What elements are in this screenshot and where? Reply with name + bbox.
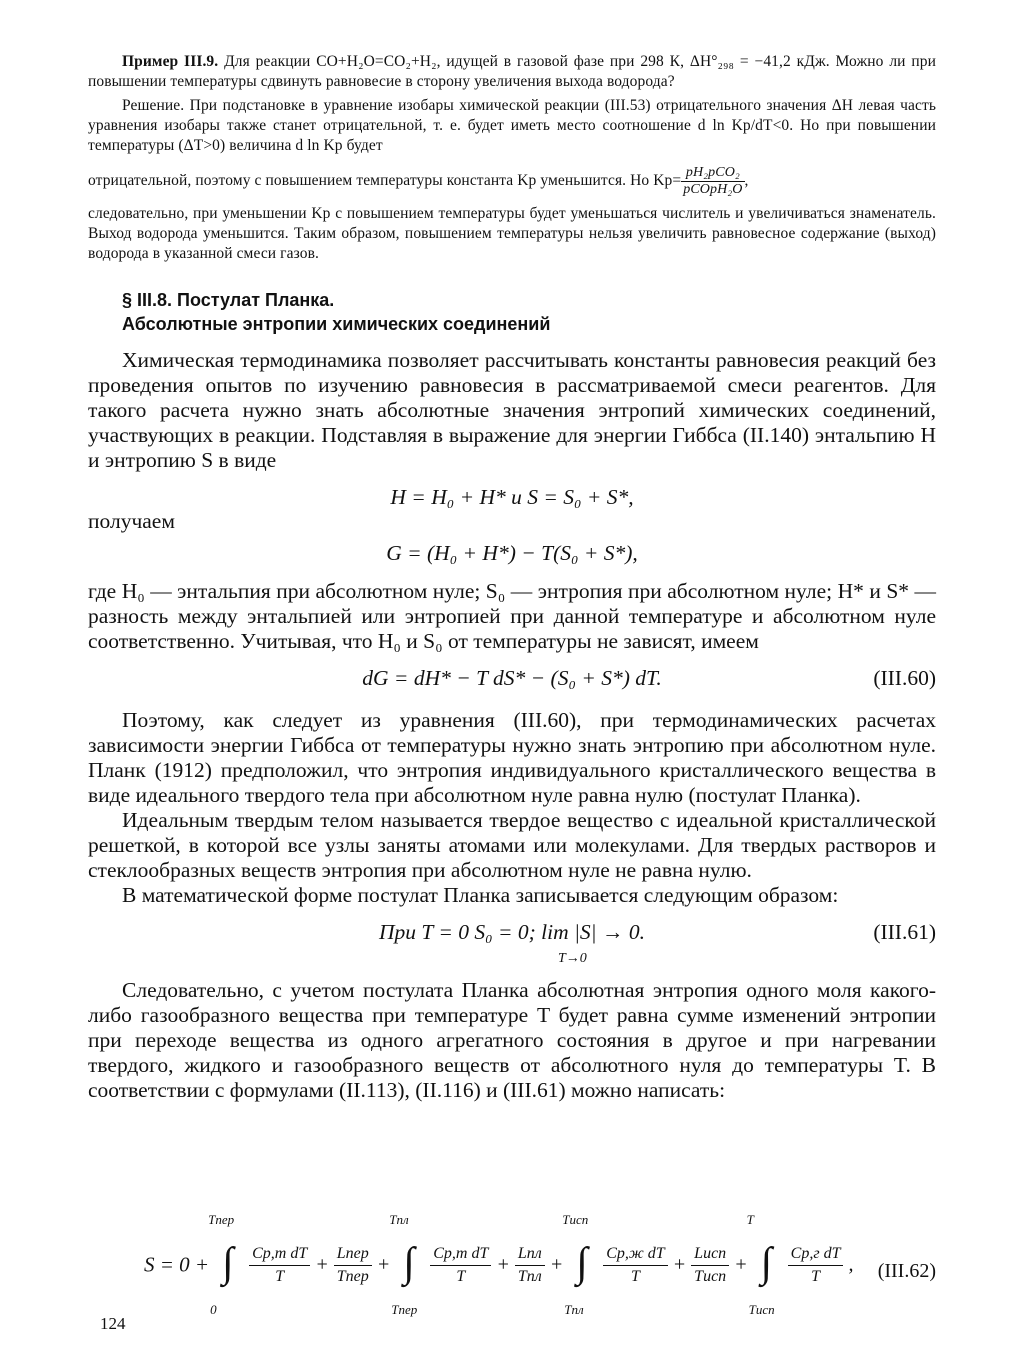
example-text: Для реакции CO+H₂O=CO₂+H₂, идущей в газовой фазе при 298 К, ΔH°₂₉₈ = −41,2 кДж. Можно ли при повышении температуры сдвинуть равновесие в сторону увеличения выхода водорода? — [88, 53, 936, 90]
integral-3-lower: Tпл — [564, 1302, 584, 1317]
term-4: Lпл Tпл — [515, 1243, 545, 1288]
solution-paragraph-1: Решение. При подстановке в уравнение изобары химической реакции (III.53) отрицательного значения ΔH левая часть уравнения изобары также станет отрицательной, т. е. будет иметь место соотношение d ln Kp/dT<0. Но при повышении температуры (ΔT>0) величина d ln Kp будет — [88, 97, 936, 154]
integral-1-upper: Tпер — [208, 1212, 235, 1227]
integral-3: ∫ Tисп Tпл — [562, 1212, 589, 1317]
term-6: Lисп Tисп — [691, 1243, 729, 1288]
equation-iii-61-limit: T→0 — [558, 951, 587, 966]
body-paragraph-5: В математической форме постулат Планка записывается следующим образом: — [122, 883, 839, 907]
term-7: Cp,г dT T — [788, 1243, 844, 1288]
integral-4: ∫ T Tисп — [746, 1212, 775, 1317]
term-1: Cp,т dT T — [249, 1243, 310, 1288]
integral-3-upper: Tисп — [562, 1212, 589, 1227]
integral-2-lower: Tпер — [391, 1302, 418, 1317]
integral-2-upper: Tпл — [389, 1212, 409, 1227]
eq62-lhs: S = 0 + — [144, 1252, 210, 1277]
integral-2: ∫ Tпл Tпер — [389, 1212, 418, 1317]
integral-4-upper: T — [746, 1212, 754, 1227]
example-title: Пример III.9. — [122, 53, 219, 70]
equation-iii-61 — [88, 920, 936, 966]
term-3: Cp,т dT T — [430, 1243, 491, 1288]
solution-paragraph-3: следовательно, при уменьшении Kp с повышением температуры будет уменьшаться числитель и увеличиваться знаменатель. Выход водорода уменьшится. Таким образом, повышением температуры нельзя увеличить равновесное содержание (выход) водорода в указанной смеси газов. — [88, 205, 936, 262]
equation-iii-60-body: dG = dH* − T dS* − (S₀ + S*) dT. — [362, 666, 662, 690]
integral-1: ∫ Tпер 0 — [208, 1212, 235, 1317]
page-number: 124 — [100, 1314, 126, 1333]
body-paragraph-6: Следовательно, с учетом постулата Планка абсолютная энтропия одного моля какого-либо газообразного вещества при температуре T будет равна сумме изменений энтропии при переходе вещества из одного агрегатного состояния в другое и при нагревании твердого, жидкого и газообразного веществ от абсолютного нуля до температуры T. В соответствии с формулами (II.113), (II.116) и (III.61) можно написать: — [88, 978, 936, 1102]
equation-iii-62-number: (III.62) — [877, 1260, 936, 1282]
section-title-line-1: § III.8. Постулат Планка. — [122, 290, 335, 310]
body-paragraph-2: где H₀ — энтальпия при абсолютном нуле; S₀ — энтропия при абсолютном нуле; H* и S* — разность между энтальпией или энтропией при данной температуре и абсолютном нуле соответственно. Учитывая, что H₀ и S₀ от температуры не зависят, имеем — [88, 579, 936, 653]
kp-numerator: pH₂pCO₂ — [681, 165, 744, 182]
equation-iii-61-body: При T = 0 S₀ = 0; lim |S| → 0. — [379, 920, 645, 944]
equation-g: G = (H₀ + H*) − T(S₀ + S*), — [386, 541, 638, 565]
example-block — [88, 52, 936, 264]
body-paragraph-3: Поэтому, как следует из уравнения (III.60), при термодинамических расчетах зависимости энергии Гиббса от температуры нужно знать энтропию при абсолютном нуле. Планк (1912) предположил, что энтропия индивидуального кристаллического вещества в виде идеального твердого тела при абсолютном нуле равна нулю (постулат Планка). — [88, 708, 936, 807]
solution-text-2: отрицательной, поэтому с повышением температуры константа Kp уменьшится. Но Kp= — [88, 172, 682, 189]
equation-h-s: H = H₀ + H* и S = S₀ + S*, — [390, 485, 634, 509]
poluchaem-label: получаем — [88, 509, 175, 533]
integral-4-lower: Tисп — [748, 1302, 775, 1317]
integral-1-lower: 0 — [210, 1302, 217, 1317]
equation-iii-62: S = 0 + ∫ Tпер 0 Cp,т dT T + Lпер Tпер + ∫ Tпл Tпер Cp,т dT T + Lпл Tпл + ∫ Tисп Tпл Cp,ж dT T + Lисп Tисп + ∫ T Tисп Cp,г dT T , (III.62) — [144, 1212, 936, 1317]
page-content — [88, 52, 936, 1317]
example-paragraph — [88, 52, 936, 92]
solution-comma: , — [744, 172, 749, 189]
kp-denominator: pCOpH₂O — [683, 181, 743, 197]
solution-paragraph-2 — [88, 160, 936, 202]
section-heading — [88, 288, 936, 336]
equation-iii-61-number: (III.61) — [873, 920, 936, 944]
equation-iii-60 — [88, 666, 936, 700]
term-5: Cp,ж dT T — [603, 1243, 667, 1288]
main-text — [88, 348, 936, 1103]
body-paragraph-4: Идеальным твердым телом называется твердое вещество с идеальной кристаллической решеткой, в которой все узлы заняты атомами или молекулами. Для твердых растворов и стеклообразных веществ энтропия при абсолютном нуле не равна нулю. — [88, 808, 936, 882]
equation-iii-60-number: (III.60) — [873, 666, 936, 690]
section-title-line-2: Абсолютные энтропии химических соединений — [122, 314, 551, 334]
term-2: Lпер Tпер — [334, 1243, 372, 1288]
body-paragraph-1: Химическая термодинамика позволяет рассчитывать константы равновесия реакций без проведения опытов по изучению равновесия в рассматриваемой смеси реагентов. Для такого расчета нужно знать абсолютные значения энтропий химических соединений, участвующих в реакции. Подставляя в выражение для энергии Гиббса (II.140) энтальпию H и энтропию S в виде — [88, 348, 936, 472]
kp-fraction — [681, 165, 744, 198]
